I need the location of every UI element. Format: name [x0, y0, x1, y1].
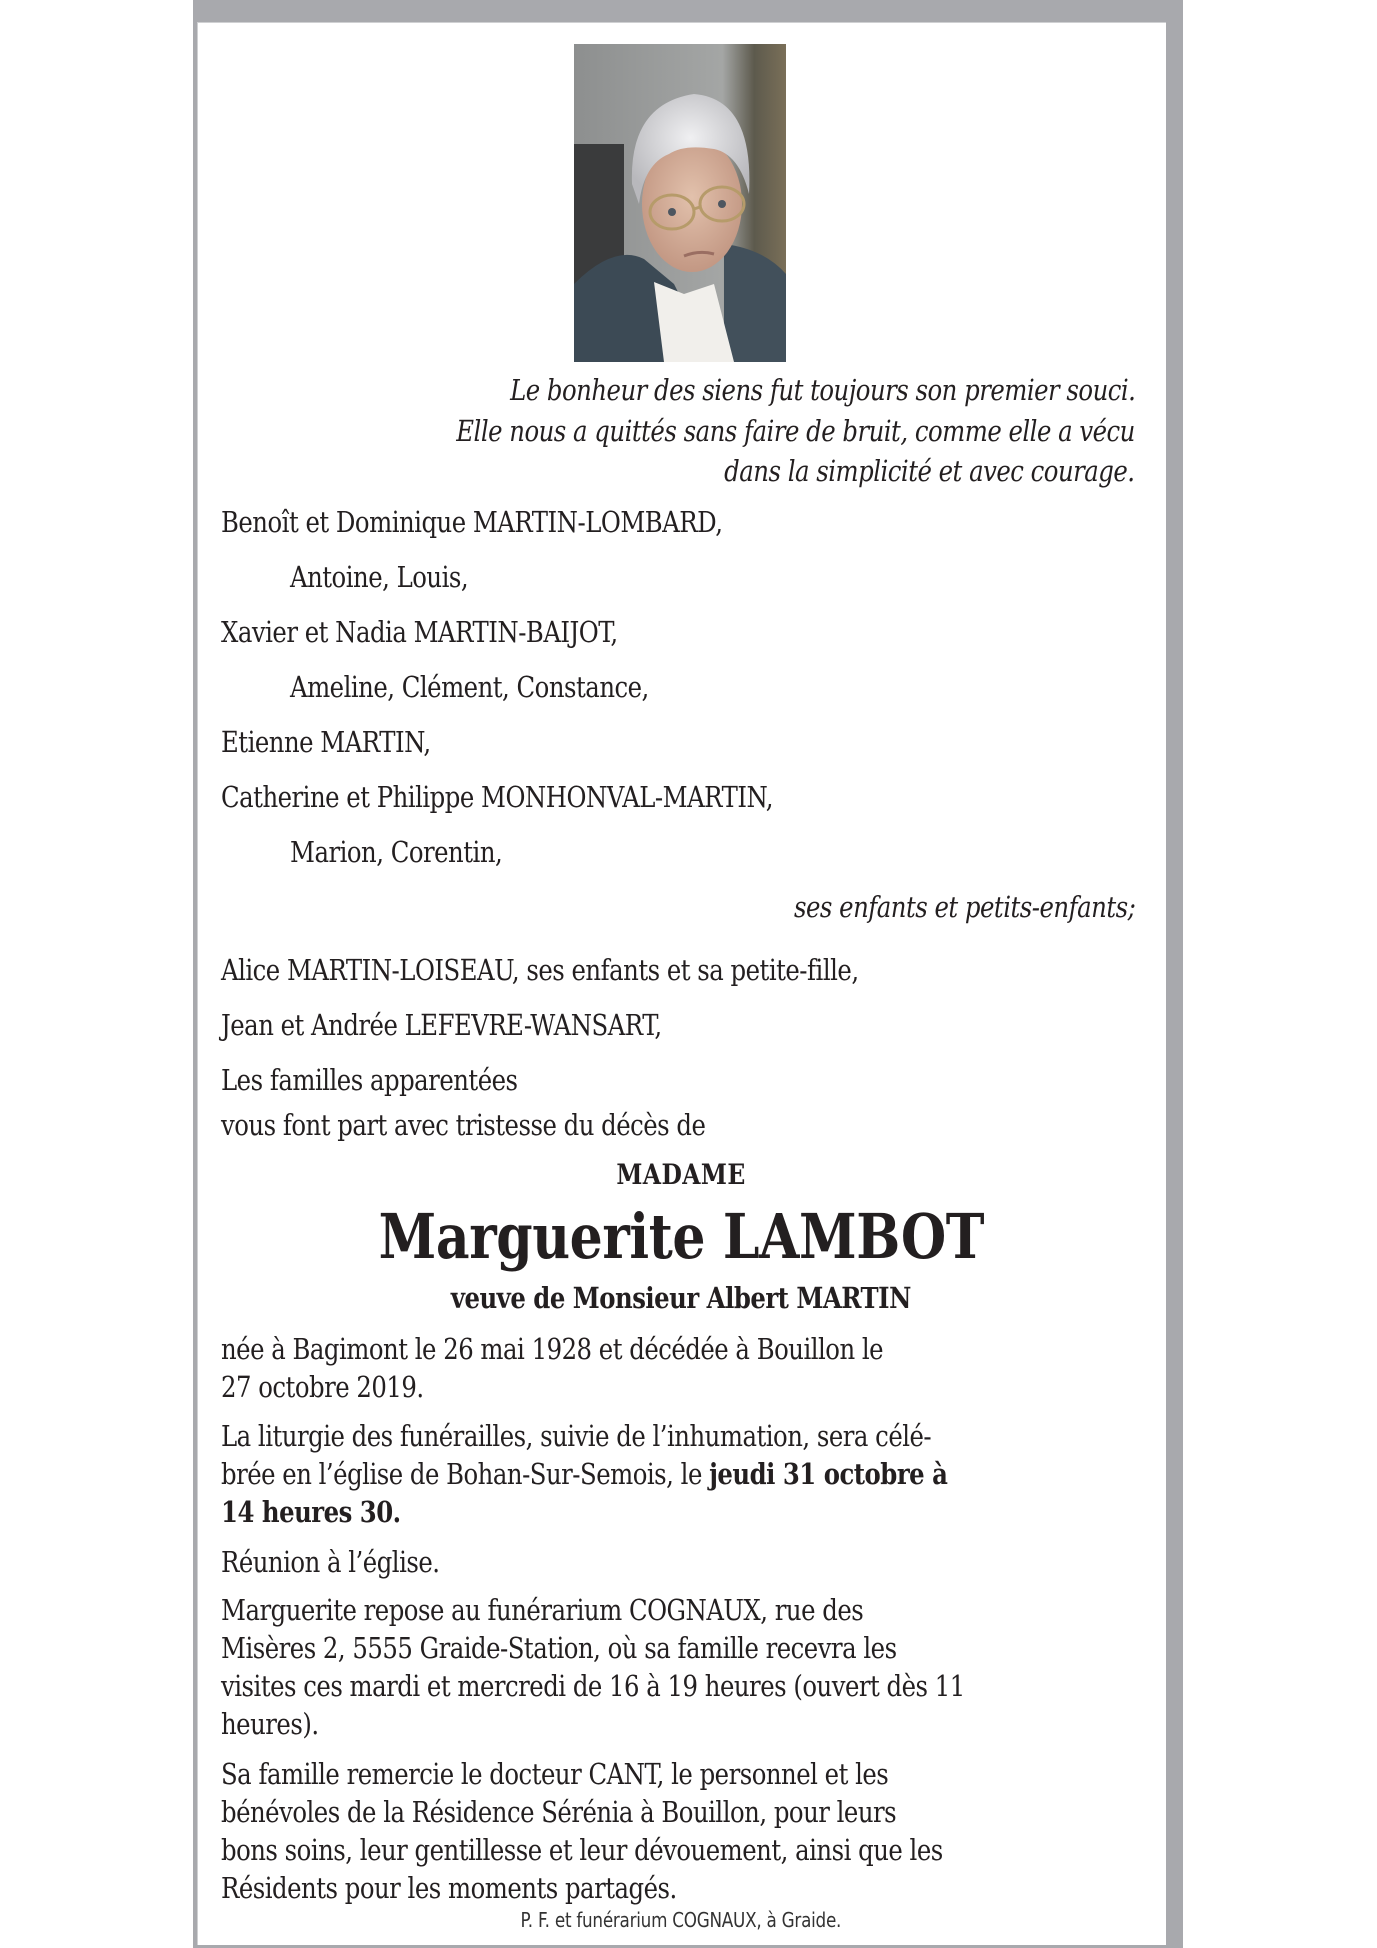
liturgy-date: jeudi 31 octobre à [709, 1457, 948, 1491]
relative-line: Jean et Andrée LEFEVRE-WANSART, [221, 1008, 662, 1042]
honorific-title: MADAME [616, 1158, 746, 1191]
relative-line: Les familles apparentées [221, 1063, 518, 1097]
widow-of: veuve de Monsieur Albert MARTIN [450, 1281, 912, 1315]
relative-line: Alice MARTIN-LOISEAU, ses enfants et sa petite-fille, [221, 953, 859, 987]
family-member: Catherine et Philippe MONHONVAL-MARTIN, [221, 780, 773, 814]
funeral-home-paragraph: Marguerite repose au funérarium COGNAUX, rue des Misères 2, 5555 Graide-Station, où sa famille recevra les visites ces mardi et mercredi de 16 à 19 heures (ouvert dès 11 heures). [221, 1593, 965, 1741]
epigraph-line: Elle nous a quittés sans faire de bruit, comme elle a vécu [456, 414, 1135, 448]
family-member: Antoine, Louis, [290, 560, 469, 594]
funeral-director-credit: P. F. et funérarium COGNAUX, à Graide. [520, 1908, 842, 1932]
epigraph-line: Le bonheur des siens fut toujours son premier souci. [509, 373, 1135, 407]
liturgy-paragraph: La liturgie des funérailles, suivie de l’inhumation, sera célé- brée en l’église de Bohan-Sur-Semois, le jeudi 31 octobre à 14 heures 30. [221, 1419, 948, 1529]
meeting-paragraph: Réunion à l’église. [221, 1545, 440, 1579]
birth-death-paragraph: née à Bagimont le 26 mai 1928 et décédée à Bouillon le 27 octobre 2019. [221, 1332, 884, 1404]
announcement-line: vous font part avec tristesse du décès de [221, 1108, 706, 1142]
deceased-name: Marguerite LAMBOT [378, 1200, 984, 1273]
family-member: Ameline, Clément, Constance, [290, 670, 649, 704]
family-member: Xavier et Nadia MARTIN-BAIJOT, [221, 615, 618, 649]
portrait-photo [574, 44, 786, 362]
portrait-image [574, 44, 786, 362]
family-member: Etienne MARTIN, [221, 725, 431, 759]
liturgy-time: 14 heures 30. [221, 1495, 401, 1529]
thanks-paragraph: Sa famille remercie le docteur CANT, le personnel et les bénévoles de la Résidence Sérénia à Bouillon, pour leurs bons soins, leur gentillesse et leur dévouement, ainsi que les Résidents pour les moments partagés. [221, 1757, 943, 1905]
family-member: Benoît et Dominique MARTIN-LOMBARD, [221, 505, 723, 539]
epigraph-line: dans la simplicité et avec courage. [724, 454, 1135, 488]
family-role: ses enfants et petits-enfants; [793, 890, 1135, 924]
family-member: Marion, Corentin, [290, 835, 503, 869]
